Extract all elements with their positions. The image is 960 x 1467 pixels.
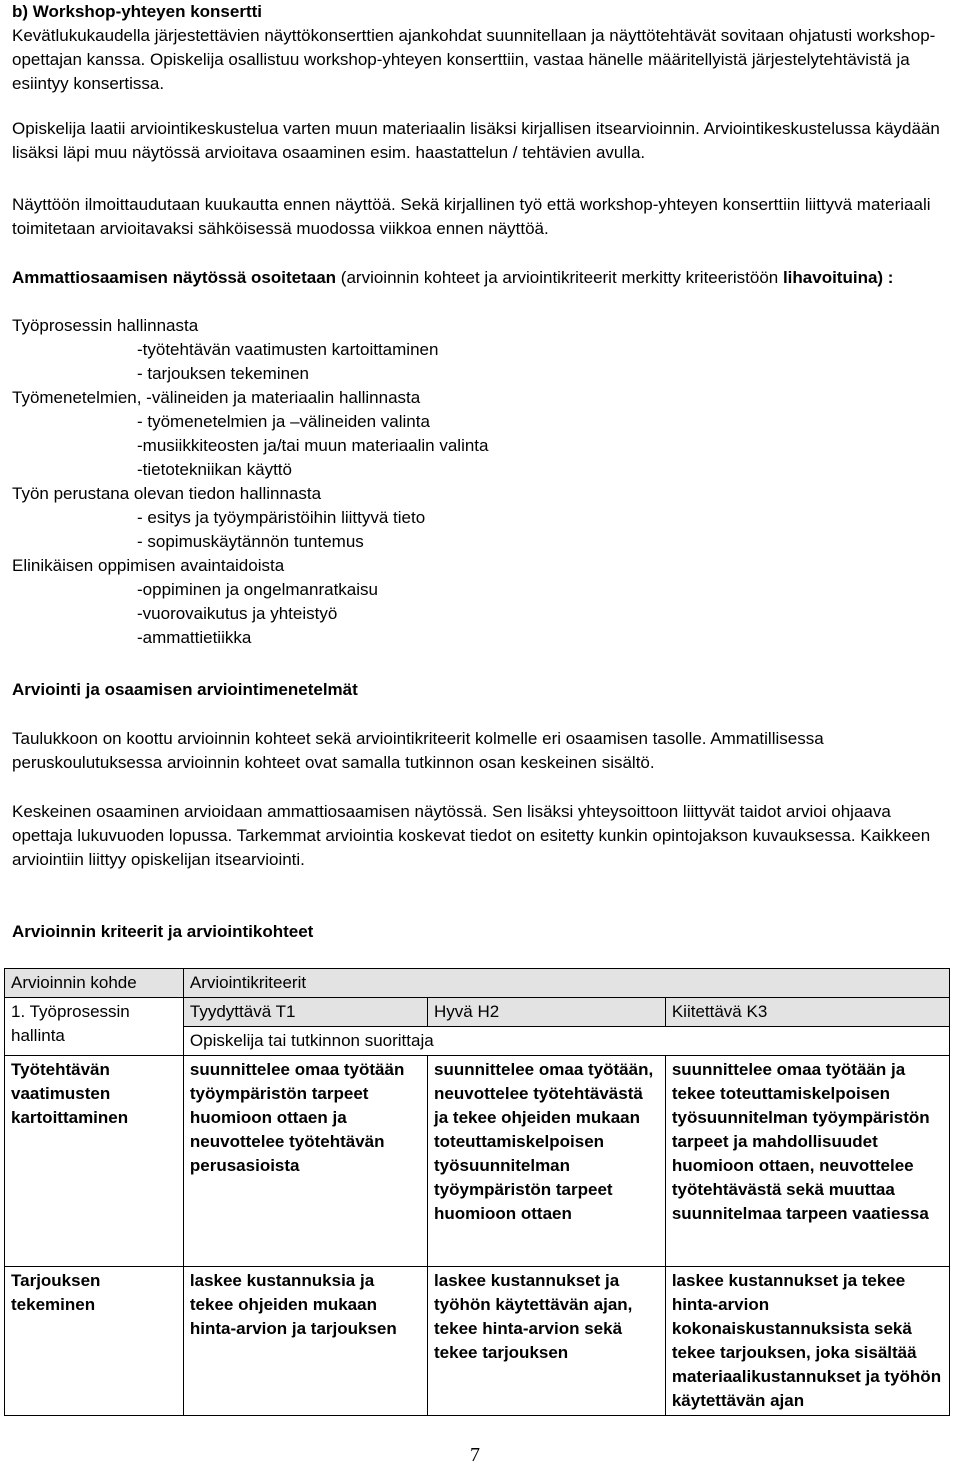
row-target: Työtehtävän vaatimusten kartoittaminen — [5, 1056, 184, 1267]
demo-group-title: Työmenetelmien, -välineiden ja materiaalin hallinnasta — [12, 388, 421, 407]
demo-list-item: - tarjouksen tekeminen — [137, 364, 309, 383]
demo-list-item: -musiikkiteosten ja/tai muun materiaalin valinta — [137, 436, 489, 455]
demo-group-title: Elinikäisen oppimisen avaintaidoista — [12, 556, 285, 575]
demo-list-item: -työtehtävän vaatimusten kartoittaminen — [137, 340, 439, 359]
table-row — [5, 1056, 950, 1267]
subheader-cell: Opiskelija tai tutkinnon suorittaja — [183, 1027, 949, 1056]
row-k3: suunnittelee omaa työtään ja tekee toteuttamiskelpoisen työsuunnitelman työympäristön tarpeet ja mahdollisuudet huomioon ottaen, neuvottelee työtehtävästä sekä muuttaa suunnitelmaa tarpeen vaatiessa — [665, 1056, 949, 1267]
demo-list-item: - esitys ja työympäristöihin liittyvä tieto — [137, 508, 426, 527]
demo-list-item: -oppiminen ja ongelmanratkaisu — [137, 580, 378, 599]
row-h2: suunnittelee omaa työtään, neuvottelee työtehtävästä ja tekee ohjeiden mukaan toteuttamiskelpoisen työsuunnitelman työympäristön tarpeet huomioon ottaen — [428, 1056, 666, 1267]
demo-lead-bold: Ammattiosaamisen näytössä osoitetaan — [12, 268, 337, 287]
demo-list-item: -ammattietiikka — [137, 628, 252, 647]
demo-group-title: Työprosessin hallinnasta — [12, 316, 199, 335]
row-k3: laskee kustannukset ja tekee hinta-arvion kokonaiskustannuksista sekä tekee tarjouksen, joka sisältää materiaalikustannukset ja työhön käytettävän ajan — [665, 1267, 949, 1416]
demo-list-item: -tietotekniikan käyttö — [137, 460, 292, 479]
criteria-title: Arvioinnin kriteerit ja arviointikohteet — [12, 922, 314, 941]
section-b-paragraph-2: Opiskelija laatii arviointikeskustelua varten muun materiaalin lisäksi kirjallisen itsearvioinnin. Arviointikeskustelussa käydään lisäksi läpi muu näytössä arvioitava osaaminen esim. haastattelun / tehtävien avulla. — [12, 119, 940, 162]
table-header-row — [5, 969, 950, 998]
page-number: 7 — [470, 1444, 480, 1466]
demo-group-title: Työn perustana olevan tiedon hallinnasta — [12, 484, 322, 503]
row-h2: laskee kustannukset ja työhön käytettävän ajan, tekee hinta-arvion sekä tekee tarjouksen — [428, 1267, 666, 1416]
header-target: Arvioinnin kohde — [5, 969, 184, 998]
assessment-title: Arviointi ja osaamisen arviointimenetelmät — [12, 680, 358, 699]
demo-list-item: -vuorovaikutus ja yhteistyö — [137, 604, 338, 623]
row-target: Tarjouksen tekeminen — [5, 1267, 184, 1416]
criteria-table — [4, 968, 950, 1416]
demo-lead-normal: (arvioinnin kohteet ja arviointikriteerit merkitty kriteeristöön — [336, 268, 783, 287]
demo-list-item: - työmenetelmien ja –välineiden valinta — [137, 412, 430, 431]
level-h2: Hyvä H2 — [428, 998, 666, 1027]
demo-list — [12, 314, 952, 650]
section-b-paragraph-1: Kevätlukukaudella järjestettävien näyttökonserttien ajankohdat suunnitellaan ja näyttötehtävät sovitaan ohjatusti workshop-opettajan kanssa. Opiskelija osallistuu workshop-yhteyen konserttiin, vastaa hänelle määritellyistä järjestelytehtävistä ja esiintyy konsertissa. — [12, 26, 936, 93]
assessment-paragraph-1: Taulukkoon on koottu arvioinnin kohteet sekä arviointikriteerit kolmelle eri osaamisen tasolle. Ammatillisessa peruskoulutuksessa arvioinnin kohteet ovat samalla tutkinnon osan keskeinen sisältö. — [12, 729, 824, 772]
demo-lead — [12, 266, 952, 290]
level-t1: Tyydyttävä T1 — [183, 998, 427, 1027]
section-b-paragraph-3: Näyttöön ilmoittaudutaan kuukautta ennen näyttöä. Sekä kirjallinen työ että workshop-yhteyen konserttiin liittyvä materiaali toimitetaan arvioitavaksi sähköisessä muodossa viikkoa ennen näyttöä. — [12, 195, 931, 238]
demo-list-item: - sopimuskäytännön tuntemus — [137, 532, 364, 551]
table-row — [5, 1267, 950, 1416]
header-criteria: Arviointikriteerit — [183, 969, 949, 998]
section-cell: 1. Työprosessin hallinta — [5, 998, 184, 1056]
assessment-paragraph-2: Keskeinen osaaminen arvioidaan ammattiosaamisen näytössä. Sen lisäksi yhteysoittoon liittyvät taidot arvioi ohjaava opettaja lukuvuoden lopussa. Tarkemmat arviointia koskevat tiedot on esitetty kunkin opintojakson kuvauksessa. Kaikkeen arviointiin liittyy opiskelijan itsearviointi. — [12, 802, 931, 869]
row-t1: laskee kustannuksia ja tekee ohjeiden mukaan hinta-arvion ja tarjouksen — [183, 1267, 427, 1416]
row-t1: suunnittelee omaa työtään työympäristön tarpeet huomioon ottaen ja neuvottelee työtehtävän perusasioista — [183, 1056, 427, 1267]
level-k3: Kiitettävä K3 — [665, 998, 949, 1027]
demo-lead-bold-2: lihavoituina) : — [782, 268, 894, 287]
section-b-title: b) Workshop-yhteyen konsertti — [12, 2, 262, 21]
table-levels-row — [5, 998, 950, 1027]
